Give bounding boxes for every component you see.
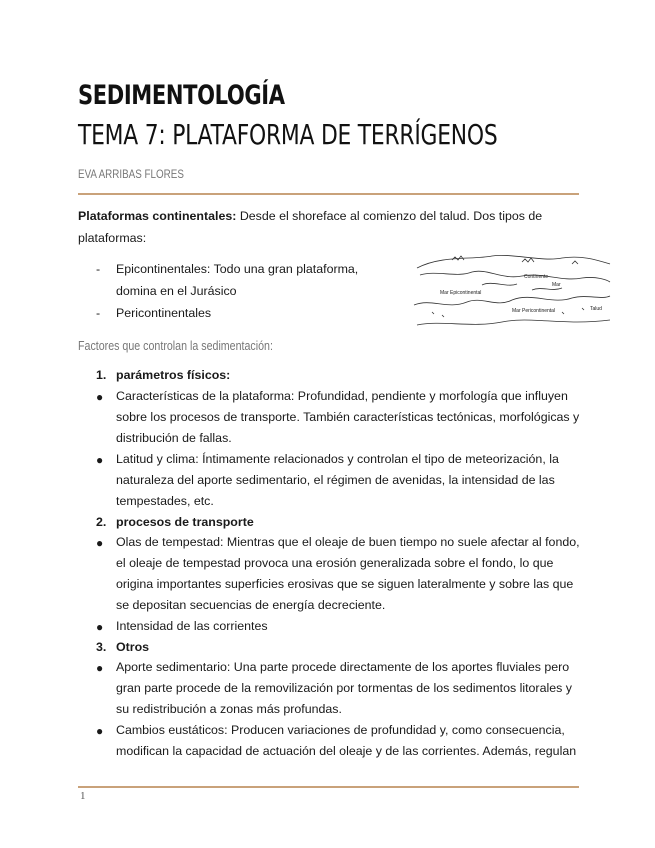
intro-text: Desde el shoreface al comienzo del talud. Dos tipos de plataformas: (78, 209, 543, 245)
section-title-other: Otros (116, 640, 150, 654)
figure-label-continent: Continente (524, 274, 549, 280)
document-title: TEMA 7: PLATAFORMA DE TERRÍGENOS (78, 118, 498, 151)
dash-bullet: - (96, 262, 101, 276)
bullet-dot: ● (96, 661, 104, 675)
intro-paragraph (78, 205, 548, 249)
page-number: 1 (80, 790, 86, 802)
figure-label-pericontinental: Mar Pericontinental (512, 308, 556, 314)
factor-shelf-characteristics: Características de la plataforma: Profundidad, pendiente y morfología que influyen sobre los procesos de transporte. También características tectónicas, morfológicas y distribución de fallas. (116, 389, 580, 445)
figure-label-epicontinental: Mar Epicontinental (440, 290, 482, 296)
header-rule (78, 193, 579, 195)
bullet-dot: ● (96, 620, 104, 634)
bullet-dot: ● (96, 390, 104, 404)
type-pericontinental: Pericontinentales (116, 306, 212, 320)
bullet-dot: ● (96, 453, 104, 467)
bullet-dot: ● (96, 724, 104, 738)
factor-latitude-climate: Latitud y clima: Íntimamente relacionados y controlan el tipo de meteorización, la naturaleza del aporte sedimentario, el régimen de avenidas, la intensidad de las tempestades, etc. (116, 452, 559, 508)
figure-label-slope: Talud (590, 306, 602, 312)
section-title-transport: procesos de transporte (116, 515, 254, 529)
figure-label-sea: Mar (552, 282, 561, 288)
type-epicontinental-line1: Epicontinentales: Todo una gran plataforma, (116, 262, 359, 276)
footer-rule (78, 786, 579, 788)
factor-sediment-supply: Aporte sedimentario: Una parte procede directamente de los aportes fluviales pero gran parte procede de la removilización por tormentas de los sedimentos litorales y su redistribución a zonas más profundas. (116, 660, 572, 716)
section-number: 3. (96, 640, 107, 654)
section-number: 2. (96, 515, 107, 529)
dash-bullet: - (96, 306, 101, 320)
bullet-dot: ● (96, 536, 104, 550)
factors-heading: Factores que controlan la sedimentación: (78, 338, 273, 353)
intro-term: Plataformas continentales: (78, 209, 237, 223)
factor-storm-waves: Olas de tempestad: Mientras que el oleaje de buen tiempo no suele afectar al fondo, el oleaje de tempestad provoca una erosión generalizada sobre el fondo, lo que origina importantes superficies erosivas que se siguen lateralmente y sobre las que se depositan secuencias de energía decreciente. (116, 535, 580, 612)
type-epicontinental-line2: domina en el Jurásico (116, 284, 237, 298)
author-name: EVA ARRIBAS FLORES (78, 167, 184, 181)
section-number: 1. (96, 368, 107, 382)
document-subject: SEDIMENTOLOGÍA (78, 80, 285, 111)
section-title-physical: parámetros físicos: (116, 368, 231, 382)
factor-current-intensity: Intensidad de las corrientes (116, 619, 268, 633)
shelf-types-sketch (412, 250, 612, 332)
factor-eustatic-changes: Cambios eustáticos: Producen variaciones de profundidad y, como consecuencia, modifican la capacidad de actuación del oleaje y de las corrientes. Además, regulan (116, 723, 577, 758)
